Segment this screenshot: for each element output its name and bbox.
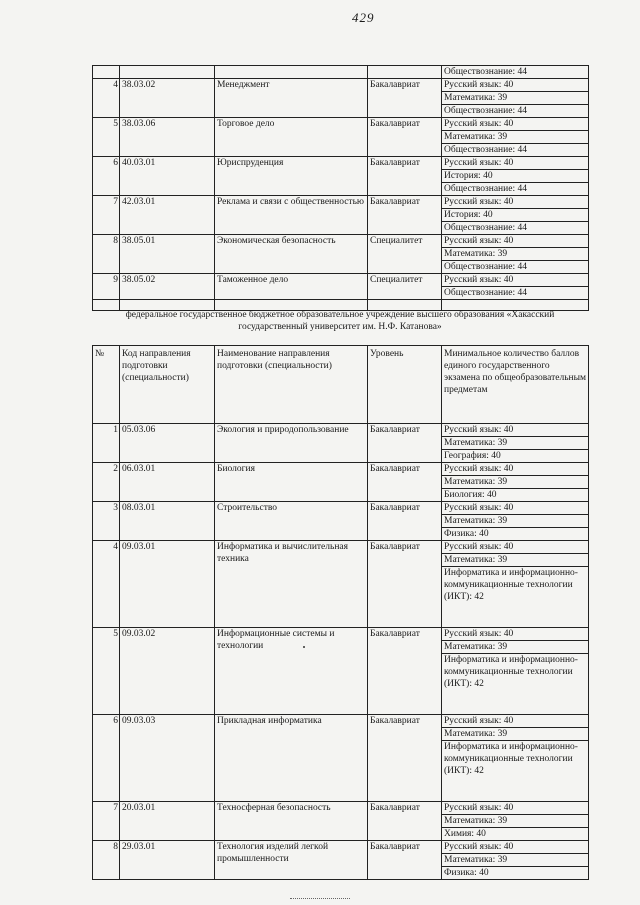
direction-code: 38.05.02 <box>120 274 215 300</box>
direction-name <box>215 66 368 79</box>
education-level: Бакалавриат <box>368 157 442 196</box>
table-row <box>93 274 589 287</box>
table-row <box>93 118 589 131</box>
exam-subject-min-score: Обществознание: 44 <box>442 183 589 196</box>
row-number: 3 <box>93 502 120 541</box>
direction-code: 05.03.06 <box>120 424 215 463</box>
direction-code: 06.03.01 <box>120 463 215 502</box>
row-number: 6 <box>93 157 120 196</box>
table-row <box>93 502 589 515</box>
exam-subject-min-score: Русский язык: 40 <box>442 802 589 815</box>
exam-subject-min-score: Математика: 39 <box>442 476 589 489</box>
table-row <box>93 235 589 248</box>
direction-code: 08.03.01 <box>120 502 215 541</box>
table-row <box>93 841 589 854</box>
education-level: Бакалавриат <box>368 463 442 502</box>
exam-subject-min-score: Физика: 40 <box>442 528 589 541</box>
table-row <box>93 196 589 209</box>
direction-name: Информационные системы и технологии <box>215 628 368 715</box>
exam-subject-min-score: История: 40 <box>442 209 589 222</box>
exam-subject-min-score: География: 40 <box>442 450 589 463</box>
row-number <box>93 66 120 79</box>
row-number: 6 <box>93 715 120 802</box>
exam-subject-min-score: Математика: 39 <box>442 854 589 867</box>
bottom-edge-mark <box>290 898 350 901</box>
direction-name: Экономическая безопасность <box>215 235 368 274</box>
exam-subject-min-score: Русский язык: 40 <box>442 118 589 131</box>
table-header-row <box>93 346 589 424</box>
exam-subject-min-score: Математика: 39 <box>442 248 589 261</box>
exam-subject-min-score: Русский язык: 40 <box>442 235 589 248</box>
table-row <box>93 628 589 641</box>
exam-subject-min-score: Математика: 39 <box>442 437 589 450</box>
education-level: Бакалавриат <box>368 541 442 628</box>
row-number: 8 <box>93 841 120 880</box>
exam-subject-min-score: Химия: 40 <box>442 828 589 841</box>
table-khsu <box>92 345 589 880</box>
direction-name: Прикладная информатика <box>215 715 368 802</box>
exam-subject-min-score: Биология: 40 <box>442 489 589 502</box>
direction-name: Технология изделий легкой промышленности <box>215 841 368 880</box>
direction-code: 38.03.06 <box>120 118 215 157</box>
education-level: Бакалавриат <box>368 79 442 118</box>
row-number: 1 <box>93 424 120 463</box>
direction-name: Менеджмент <box>215 79 368 118</box>
exam-subject-min-score: Русский язык: 40 <box>442 79 589 92</box>
table-row <box>93 463 589 476</box>
direction-code: 09.03.02 <box>120 628 215 715</box>
row-number: 7 <box>93 802 120 841</box>
education-level: Бакалавриат <box>368 196 442 235</box>
table-row <box>93 79 589 92</box>
exam-subject-min-score: Информатика и информационно-коммуникационные технологии (ИКТ): 42 <box>442 567 589 628</box>
row-number: 7 <box>93 196 120 235</box>
direction-name: Таможенное дело <box>215 274 368 300</box>
direction-code <box>120 66 215 79</box>
header-code: Код направления подготовки (специальности) <box>120 346 215 424</box>
stray-mark <box>303 646 305 648</box>
exam-subject-min-score: Русский язык: 40 <box>442 157 589 170</box>
table-row <box>93 424 589 437</box>
row-number: 4 <box>93 79 120 118</box>
exam-subject-min-score: Физика: 40 <box>442 867 589 880</box>
row-number: 5 <box>93 118 120 157</box>
exam-subject-min-score: Информатика и информационно-коммуникационные технологии (ИКТ): 42 <box>442 654 589 715</box>
direction-code: 09.03.03 <box>120 715 215 802</box>
row-number: 8 <box>93 235 120 274</box>
exam-subject-min-score: Математика: 39 <box>442 728 589 741</box>
exam-subject-min-score: История: 40 <box>442 170 589 183</box>
exam-subject-min-score: Русский язык: 40 <box>442 463 589 476</box>
header-level: Уровень <box>368 346 442 424</box>
education-level: Бакалавриат <box>368 424 442 463</box>
exam-subject-min-score: Обществознание: 44 <box>442 66 589 79</box>
education-level: Бакалавриат <box>368 628 442 715</box>
table-row <box>93 802 589 815</box>
education-level: Бакалавриат <box>368 715 442 802</box>
row-number: 9 <box>93 274 120 300</box>
exam-subject-min-score: Математика: 39 <box>442 131 589 144</box>
header-name: Наименование направления подготовки (специальности) <box>215 346 368 424</box>
direction-name: Биология <box>215 463 368 502</box>
direction-name: Реклама и связи с общественностью <box>215 196 368 235</box>
exam-subject-min-score: Обществознание: 44 <box>442 222 589 235</box>
exam-subject-min-score: Математика: 39 <box>442 815 589 828</box>
direction-name: Экология и природопользование <box>215 424 368 463</box>
exam-subject-min-score: Математика: 39 <box>442 641 589 654</box>
table-row <box>93 541 589 554</box>
exam-subject-min-score: Русский язык: 40 <box>442 502 589 515</box>
direction-code: 20.03.01 <box>120 802 215 841</box>
education-level: Бакалавриат <box>368 802 442 841</box>
header-min-score: Минимальное количество баллов единого государственного экзамена по общеобразовательным предметам <box>442 346 589 424</box>
row-number: 5 <box>93 628 120 715</box>
row-number: 2 <box>93 463 120 502</box>
direction-name: Строительство <box>215 502 368 541</box>
exam-subject-min-score: Математика: 39 <box>442 515 589 528</box>
education-level: Бакалавриат <box>368 841 442 880</box>
education-level: Бакалавриат <box>368 502 442 541</box>
education-level: Специалитет <box>368 235 442 274</box>
direction-code: 42.03.01 <box>120 196 215 235</box>
header-num: № <box>93 346 120 424</box>
exam-subject-min-score: Русский язык: 40 <box>442 196 589 209</box>
exam-subject-min-score: Обществознание: 44 <box>442 287 589 300</box>
direction-name: Техносферная безопасность <box>215 802 368 841</box>
education-level: Специалитет <box>368 274 442 300</box>
direction-name: Торговое дело <box>215 118 368 157</box>
table-continued <box>92 65 589 311</box>
exam-subject-min-score: Математика: 39 <box>442 554 589 567</box>
organization-heading: федеральное государственное бюджетное образовательное учреждение высшего образования «Хакасский государственный университет им. Н.Ф. Катанова» <box>125 310 555 332</box>
exam-subject-min-score: Русский язык: 40 <box>442 841 589 854</box>
direction-name: Информатика и вычислительная техника <box>215 541 368 628</box>
table-row <box>93 157 589 170</box>
exam-subject-min-score: Русский язык: 40 <box>442 628 589 641</box>
exam-subject-min-score: Русский язык: 40 <box>442 715 589 728</box>
direction-code: 40.03.01 <box>120 157 215 196</box>
direction-code: 38.05.01 <box>120 235 215 274</box>
exam-subject-min-score: Русский язык: 40 <box>442 274 589 287</box>
direction-name: Юриспруденция <box>215 157 368 196</box>
education-level: Бакалавриат <box>368 118 442 157</box>
exam-subject-min-score: Обществознание: 44 <box>442 261 589 274</box>
exam-subject-min-score: Обществознание: 44 <box>442 144 589 157</box>
exam-subject-min-score: Обществознание: 44 <box>442 105 589 118</box>
direction-code: 38.03.02 <box>120 79 215 118</box>
direction-code: 09.03.01 <box>120 541 215 628</box>
table-row <box>93 715 589 728</box>
direction-code: 29.03.01 <box>120 841 215 880</box>
table-row <box>93 66 589 79</box>
exam-subject-min-score: Русский язык: 40 <box>442 541 589 554</box>
education-level <box>368 66 442 79</box>
exam-subject-min-score: Русский язык: 40 <box>442 424 589 437</box>
page-number: 429 <box>352 10 375 25</box>
exam-subject-min-score: Математика: 39 <box>442 92 589 105</box>
row-number: 4 <box>93 541 120 628</box>
exam-subject-min-score: Информатика и информационно-коммуникационные технологии (ИКТ): 42 <box>442 741 589 802</box>
